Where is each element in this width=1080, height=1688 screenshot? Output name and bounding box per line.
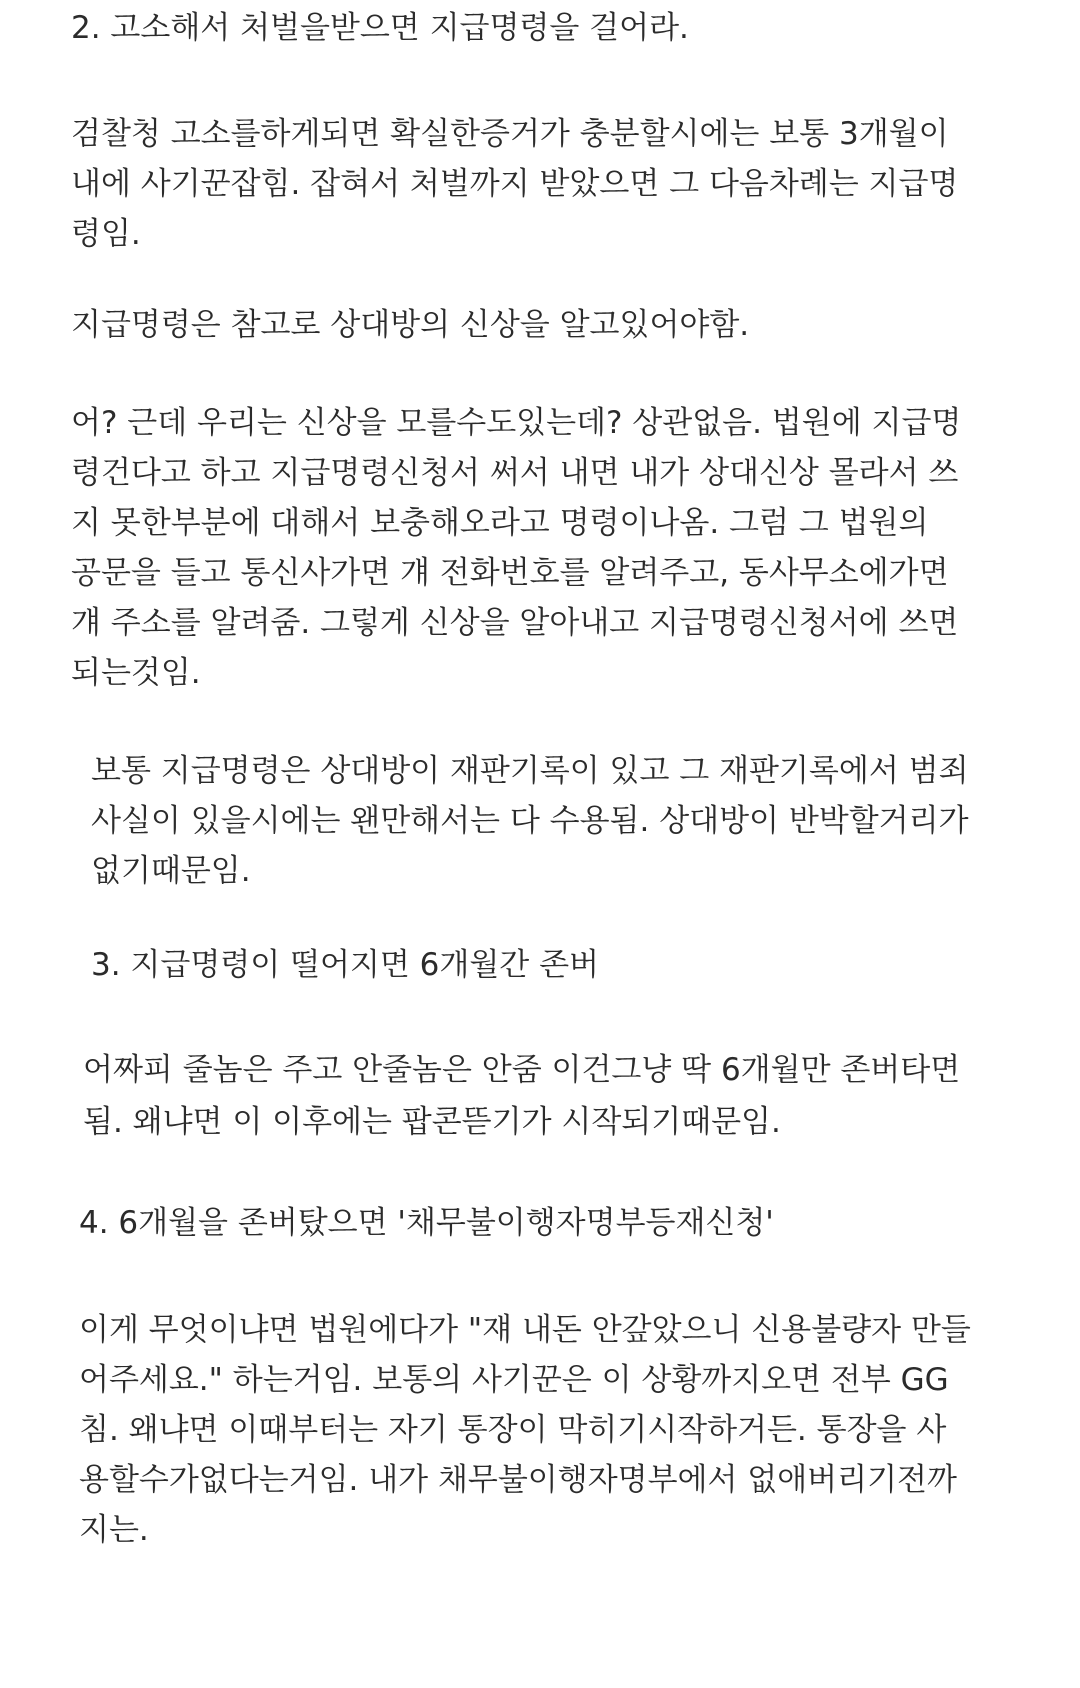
- section-4-paragraph-1-line-3: 침. 왜냐면 이때부터는 자기 통장이 막히기시작하거든. 통장을 사: [79, 1412, 947, 1448]
- section-2-paragraph-3-line-4: 공문을 들고 통신사가면 걔 전화번호를 알려주고, 동사무소에가면: [71, 555, 949, 591]
- section-2-paragraph-1-line-1: 검찰청 고소를하게되면 확실한증거가 충분할시에는 보통 3개월이: [71, 116, 949, 152]
- section-3-heading: 3. 지급명령이 떨어지면 6개월간 존버: [91, 947, 599, 983]
- section-2-paragraph-4-line-2: 사실이 있을시에는 왠만해서는 다 수용됨. 상대방이 반박할거리가: [91, 803, 969, 839]
- section-2-paragraph-1-line-2: 내에 사기꾼잡힘. 잡혀서 처벌까지 받았으면 그 다음차례는 지급명: [71, 166, 959, 202]
- section-2-heading: 2. 고소해서 처벌을받으면 지급명령을 걸어라.: [71, 10, 689, 46]
- section-2-paragraph-4-line-1: 보통 지급명령은 상대방이 재판기록이 있고 그 재판기록에서 범죄: [91, 753, 969, 789]
- section-2-paragraph-2-line-1: 지급명령은 참고로 상대방의 신상을 알고있어야함.: [71, 307, 750, 343]
- section-3-paragraph-1-line-2: 됨. 왜냐면 이 이후에는 팝콘뜯기가 시작되기때문임.: [83, 1104, 781, 1140]
- section-4-heading: 4. 6개월을 존버탔으면 '채무불이행자명부등재신청': [79, 1205, 774, 1241]
- section-3-paragraph-1-line-1: 어짜피 줄놈은 주고 안줄놈은 안줌 이건그냥 딱 6개월만 존버타면: [83, 1052, 961, 1088]
- section-4-paragraph-1-line-5: 지는.: [79, 1512, 149, 1548]
- section-2-paragraph-3-line-1: 어? 근데 우리는 신상을 모를수도있는데? 상관없음. 법원에 지급명: [71, 405, 962, 441]
- section-2-paragraph-3-line-6: 되는것임.: [71, 655, 201, 691]
- section-2-paragraph-3-line-3: 지 못한부분에 대해서 보충해오라고 명령이나옴. 그럼 그 법원의: [71, 505, 929, 541]
- section-2-paragraph-3-line-2: 령건다고 하고 지급명령신청서 써서 내면 내가 상대신상 몰라서 쓰: [71, 455, 959, 491]
- section-4-paragraph-1-line-1: 이게 무엇이냐면 법원에다가 "쟤 내돈 안갚았으니 신용불량자 만들: [79, 1312, 971, 1348]
- section-4-paragraph-1-line-2: 어주세요." 하는거임. 보통의 사기꾼은 이 상황까지오면 전부 GG: [79, 1362, 949, 1398]
- section-4-paragraph-1-line-4: 용할수가없다는거임. 내가 채무불이행자명부에서 없애버리기전까: [79, 1462, 957, 1498]
- section-2-paragraph-1-line-3: 령임.: [71, 216, 141, 252]
- section-2-paragraph-4-line-3: 없기때문임.: [91, 853, 251, 889]
- section-2-paragraph-3-line-5: 걔 주소를 알려줌. 그렇게 신상을 알아내고 지급명령신청서에 쓰면: [71, 605, 959, 641]
